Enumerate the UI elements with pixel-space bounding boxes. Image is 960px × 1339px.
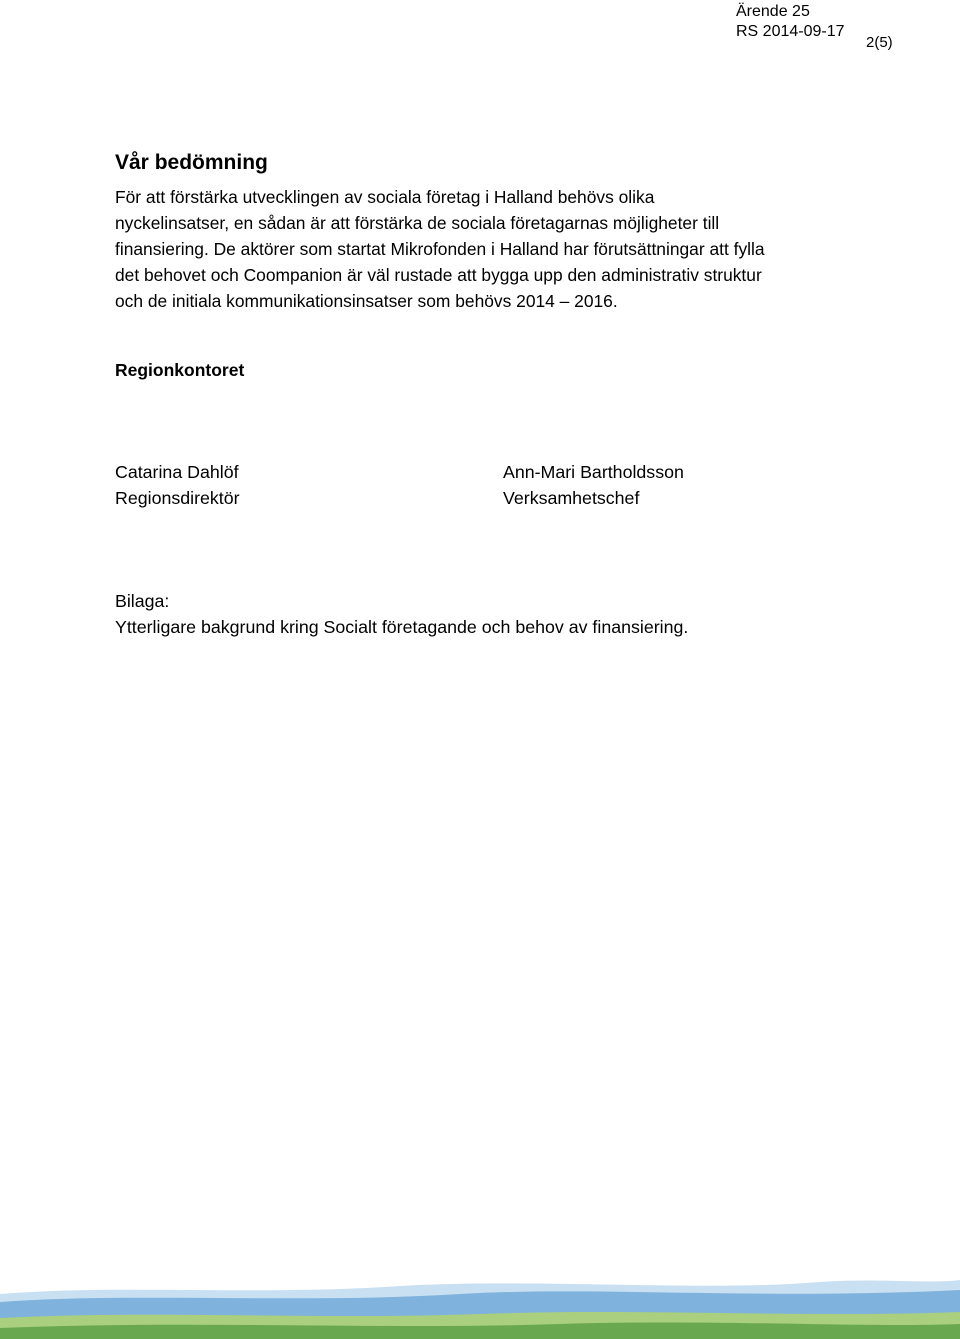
meeting-reference: RS 2014-09-17 — [736, 23, 845, 40]
attachment — [115, 588, 688, 640]
assessment-paragraph — [115, 184, 845, 314]
attachment-text: Ytterligare bakgrund kring Socialt företagande och behov av finansiering. — [115, 617, 689, 637]
case-number: Ärende 25 — [736, 3, 810, 20]
signatory-name: Catarina Dahlöf — [115, 462, 239, 482]
paragraph-line: det behovet och Coompanion är väl rustade att bygga upp den administrativ struktur — [115, 265, 762, 285]
paragraph-line: och de initiala kommunikationsinsatser som behövs 2014 – 2016. — [115, 291, 618, 311]
signatory-right — [503, 459, 684, 511]
paragraph-line: nyckelinsatser, en sådan är att förstärka de sociala företagarnas möjligheter till — [115, 213, 720, 233]
page-number: 2(5) — [866, 34, 893, 51]
footer-brush-art — [0, 1270, 960, 1339]
signatory-name: Ann-Mari Bartholdsson — [503, 462, 684, 482]
signatory-left — [115, 459, 240, 511]
section-title: Vår bedömning — [115, 151, 268, 174]
paragraph-line: För att förstärka utvecklingen av sociala företag i Halland behövs olika — [115, 187, 655, 207]
signatory-role: Verksamhetschef — [503, 488, 640, 508]
office-name: Regionkontoret — [115, 360, 245, 380]
attachment-label: Bilaga: — [115, 591, 170, 611]
signatory-role: Regionsdirektör — [115, 488, 240, 508]
paragraph-line: finansiering. De aktörer som startat Mikrofonden i Halland har förutsättningar att fylla — [115, 239, 765, 259]
